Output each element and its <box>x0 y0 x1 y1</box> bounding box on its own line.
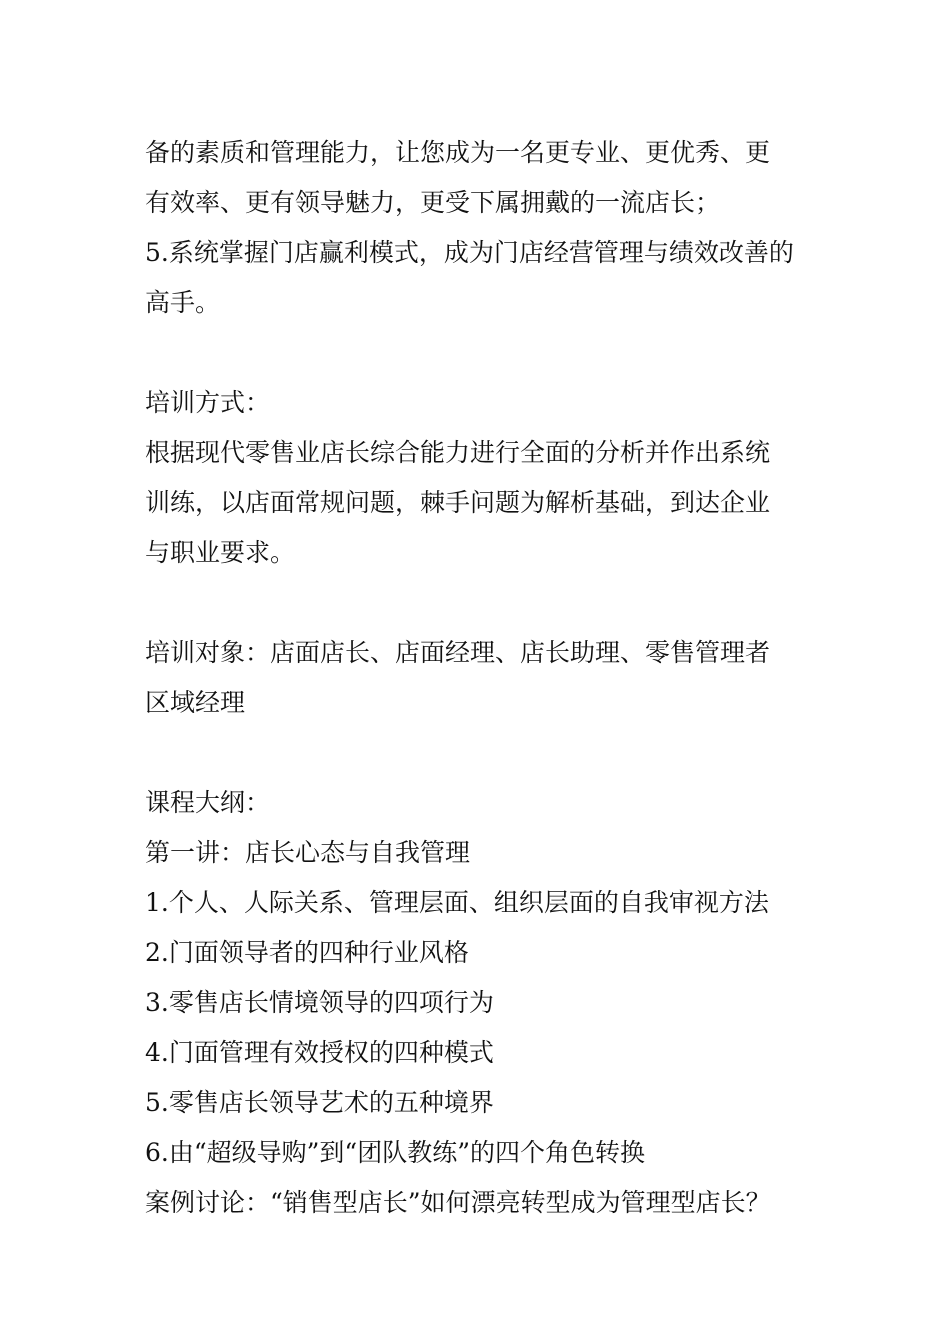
intro-line: 高手。 <box>145 288 221 317</box>
training-method-line: 与职业要求。 <box>145 538 296 567</box>
outline-item: 4.门面管理有效授权的四种模式 <box>145 1038 494 1067</box>
document-body <box>145 128 810 1228</box>
outline-item: 6.由“超级导购”到“团队教练”的四个角色转换 <box>145 1138 645 1167</box>
outline-item: 3.零售店长情境领导的四项行为 <box>145 988 494 1017</box>
paragraph-spacer <box>145 328 810 378</box>
outline-item: 2.门面领导者的四种行业风格 <box>145 938 469 967</box>
training-target-line: 培训对象：店面店长、店面经理、店长助理、零售管理者 <box>145 638 771 667</box>
training-method-line: 根据现代零售业店长综合能力进行全面的分析并作出系统 <box>145 438 771 467</box>
outline-heading: 课程大纲： <box>145 788 271 817</box>
outline-item: 5.零售店长领导艺术的五种境界 <box>145 1088 494 1117</box>
training-method-heading: 培训方式： <box>145 388 271 417</box>
intro-line: 有效率、更有领导魅力，更受下属拥戴的一流店长； <box>145 188 721 217</box>
training-method-line: 训练，以店面常规问题，棘手问题为解析基础，到达企业 <box>145 488 771 517</box>
paragraph-spacer <box>145 578 810 628</box>
intro-line: 5.系统掌握门店赢利模式，成为门店经营管理与绩效改善的 <box>145 238 794 267</box>
lecture-title: 第一讲：店长心态与自我管理 <box>145 838 471 867</box>
intro-line: 备的素质和管理能力，让您成为一名更专业、更优秀、更 <box>145 138 771 167</box>
outline-item: 1.个人、人际关系、管理层面、组织层面的自我审视方法 <box>145 888 769 917</box>
case-discussion: 案例讨论：“销售型店长”如何漂亮转型成为管理型店长？ <box>145 1188 771 1217</box>
paragraph-spacer <box>145 728 810 778</box>
training-target-line: 区域经理 <box>145 688 246 717</box>
